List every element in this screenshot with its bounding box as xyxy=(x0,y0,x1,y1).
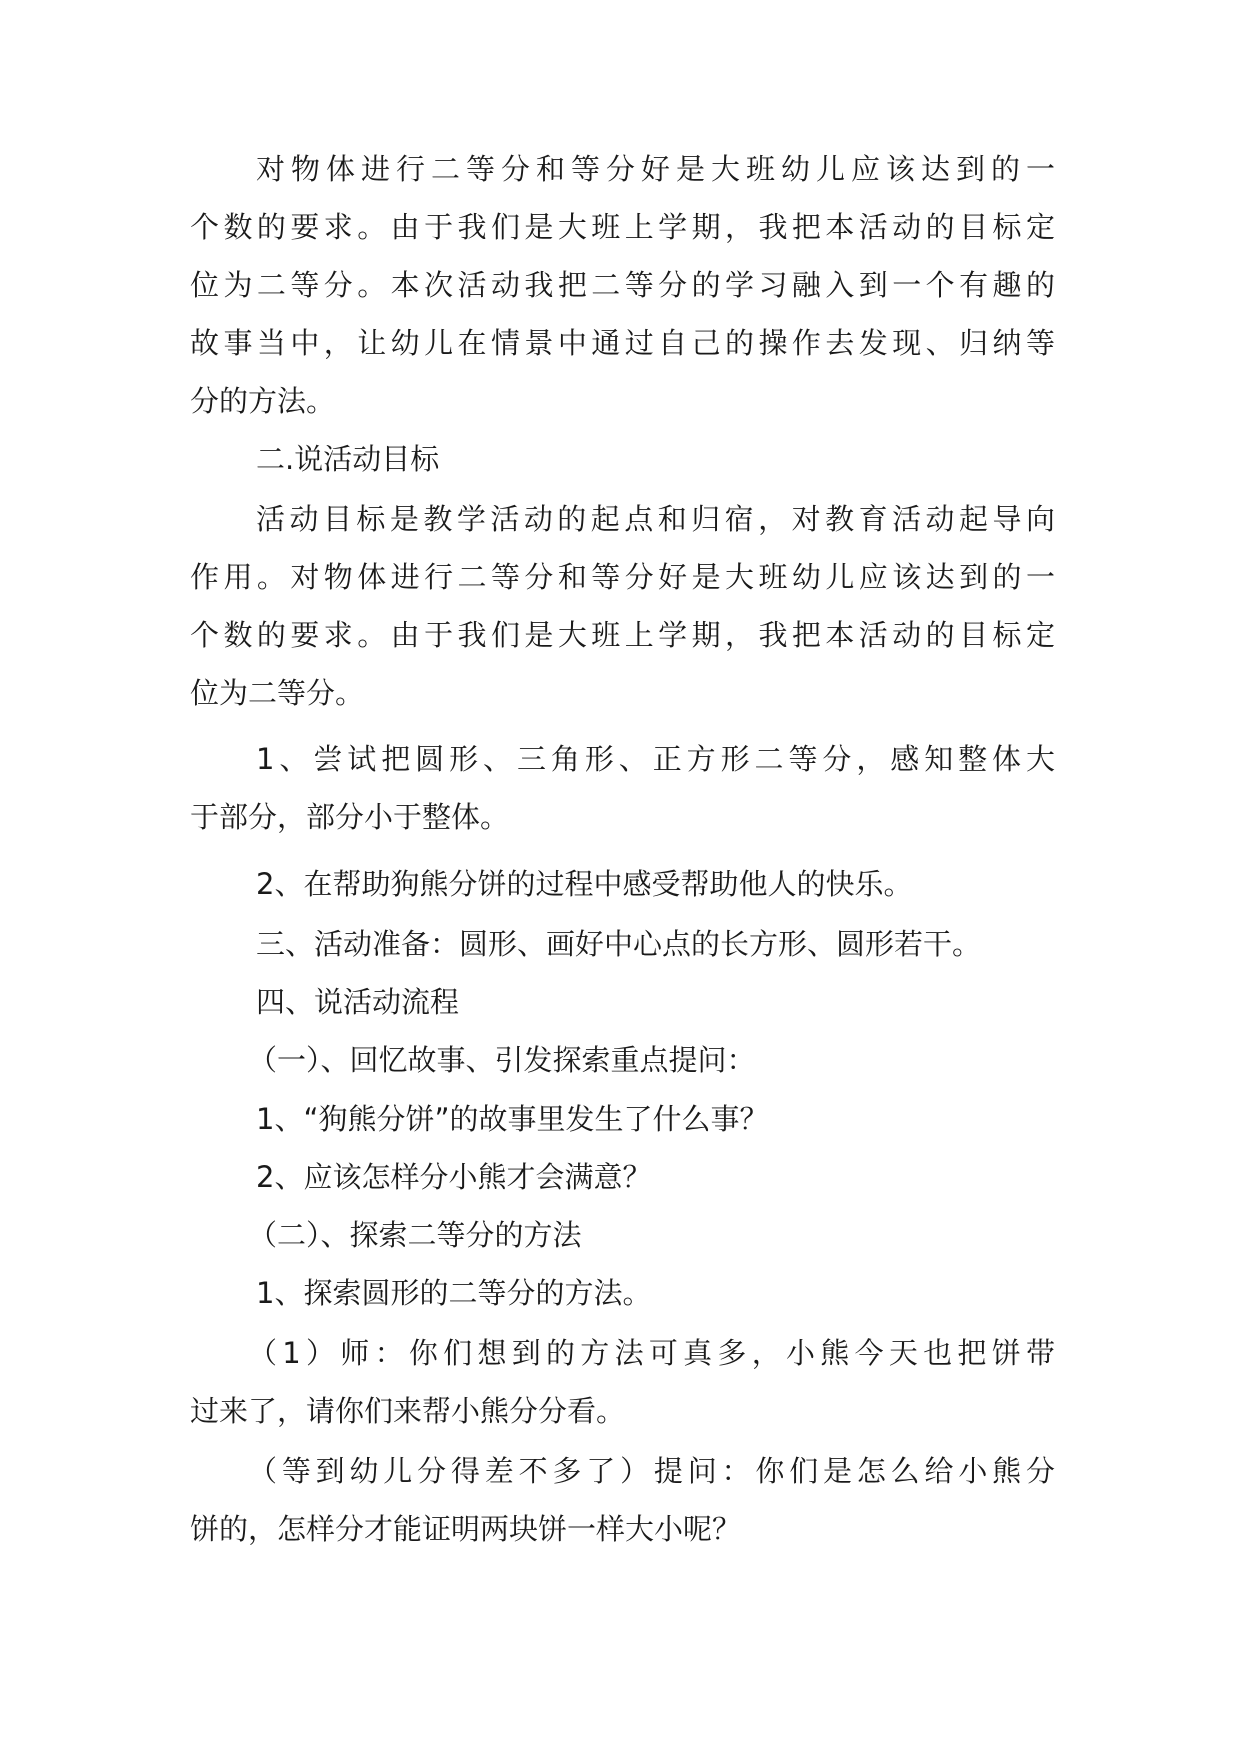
paragraph-intro-line-4: 故事当中，让幼儿在情景中通过自己的操作去发现、归纳等 xyxy=(190,326,1055,360)
section-heading-goals: 二.说活动目标 xyxy=(256,442,440,476)
paragraph-goals-line-3: 个数的要求。由于我们是大班上学期，我把本活动的目标定 xyxy=(190,618,1055,652)
goal-item-1-line-1: 1、尝试把圆形、三角形、正方形二等分，感知整体大 xyxy=(256,742,1055,776)
subsection-heading-explore: （二）、探索二等分的方法 xyxy=(248,1218,582,1252)
paragraph-intro-line-5: 分的方法。 xyxy=(190,384,336,418)
question-item-2: 2、应该怎样分小熊才会满意？ xyxy=(256,1160,652,1194)
section-heading-preparation: 三、活动准备：圆形、画好中心点的长方形、圆形若干。 xyxy=(256,927,982,961)
paragraph-intro-line-1: 对物体进行二等分和等分好是大班幼儿应该达到的一 xyxy=(256,152,1055,186)
step-note-line-1: （等到幼儿分得差不多了）提问：你们是怎么给小熊分 xyxy=(248,1454,1055,1488)
goal-item-1-line-2: 于部分，部分小于整体。 xyxy=(190,800,510,834)
step-1-line-1: （1）师：你们想到的方法可真多，小熊今天也把饼带 xyxy=(248,1336,1055,1370)
paragraph-intro-line-3: 位为二等分。本次活动我把二等分的学习融入到一个有趣的 xyxy=(190,268,1055,302)
step-1-line-2: 过来了，请你们来帮小熊分分看。 xyxy=(190,1394,626,1428)
paragraph-goals-line-2: 作用。对物体进行二等分和等分好是大班幼儿应该达到的一 xyxy=(190,560,1055,594)
paragraph-goals-line-4: 位为二等分。 xyxy=(190,676,365,710)
subsection-heading-recall: （一）、回忆故事、引发探索重点提问： xyxy=(248,1043,756,1077)
explore-item-1: 1、探索圆形的二等分的方法。 xyxy=(256,1276,652,1310)
paragraph-goals-line-1: 活动目标是教学活动的起点和归宿，对教育活动起导向 xyxy=(256,502,1055,536)
goal-item-2: 2、在帮助狗熊分饼的过程中感受帮助他人的快乐。 xyxy=(256,867,913,901)
section-heading-process: 四、说活动流程 xyxy=(256,985,460,1019)
question-item-1: 1、“狗熊分饼”的故事里发生了什么事？ xyxy=(256,1102,769,1136)
paragraph-intro-line-2: 个数的要求。由于我们是大班上学期，我把本活动的目标定 xyxy=(190,210,1055,244)
step-note-line-2: 饼的，怎样分才能证明两块饼一样大小呢？ xyxy=(190,1512,742,1546)
